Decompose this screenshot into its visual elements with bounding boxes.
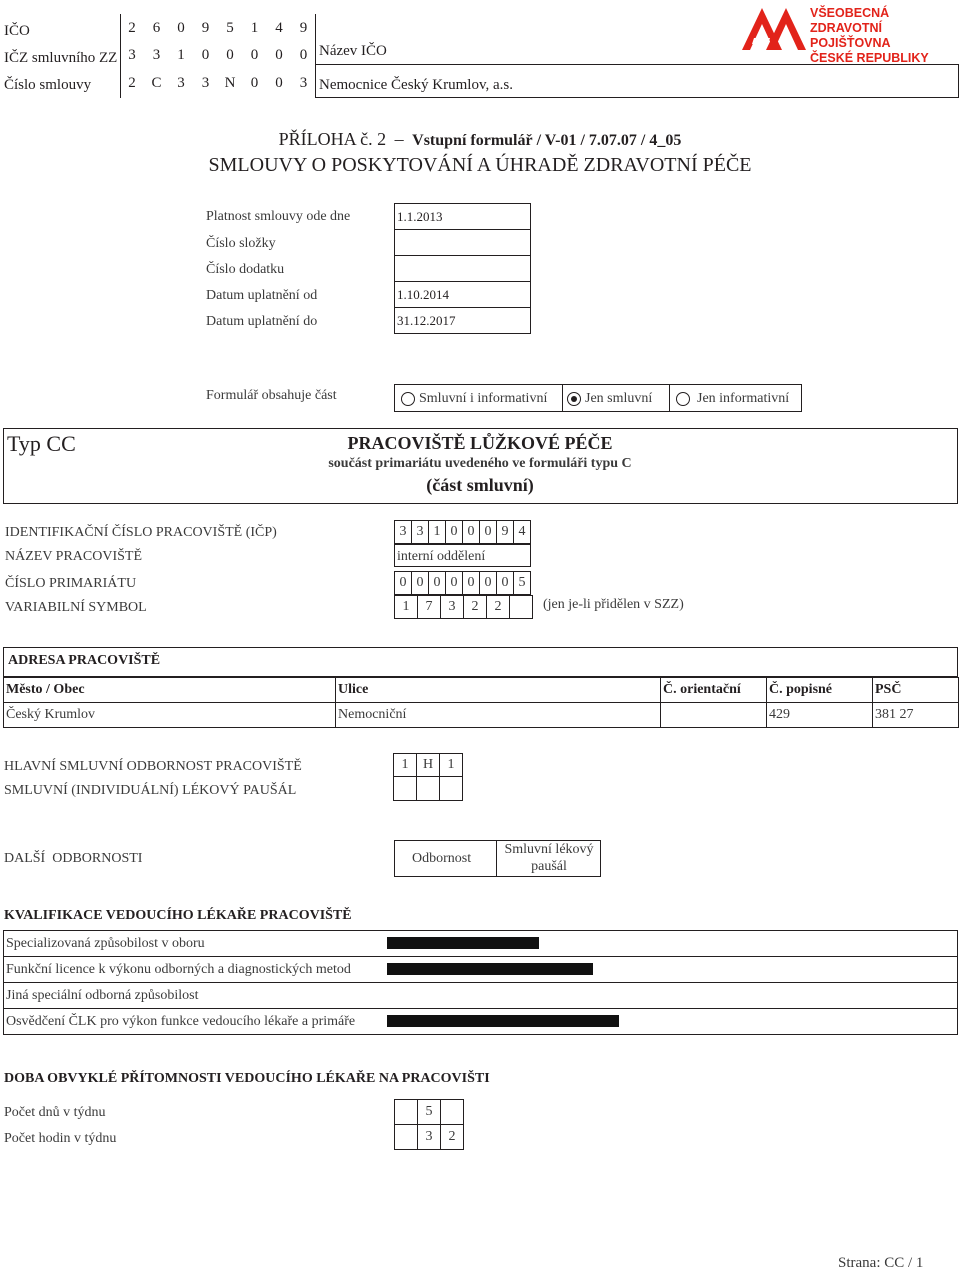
type-sub: součást primariátu uvedeného ve formuláři typu C (328, 456, 632, 471)
icp-digit-cell[interactable]: 3 (411, 520, 429, 544)
qualification-row (3, 982, 958, 1009)
vzp-logo (740, 4, 960, 65)
vs-digit-cell[interactable]: 2 (463, 595, 487, 619)
header-digit: 2 (128, 75, 136, 91)
title-line2: SMLOUVY O POSKYTOVÁNÍ A ÚHRADĚ ZDRAVOTNÍ PÉČE (208, 154, 752, 176)
form-part-label: Formulář obsahuje část (206, 388, 337, 403)
primariat-digit-cell[interactable]: 0 (428, 571, 446, 595)
main-specialty-cell[interactable]: H (416, 753, 440, 777)
vs-digits[interactable] (394, 595, 531, 618)
slozka-field[interactable] (394, 229, 531, 256)
contract-digits (120, 73, 316, 95)
primariat-digit-cell[interactable]: 0 (496, 571, 514, 595)
other-col-odbornost: Odbornost (412, 851, 472, 866)
primariat-digit-cell[interactable]: 0 (479, 571, 497, 595)
address-value-orientation-number[interactable] (660, 702, 767, 728)
header-digit: 9 (201, 20, 210, 36)
do-field[interactable]: 31.12.2017 (394, 307, 531, 334)
name-ico-label: Název IČO (319, 43, 387, 59)
header-digit: 6 (152, 20, 161, 36)
ico-digits (120, 18, 316, 40)
radio-smluvni-informativni[interactable] (401, 392, 415, 406)
icp-digits[interactable] (394, 520, 531, 543)
redacted-block (387, 937, 539, 949)
nazev-field[interactable]: interní oddělení (394, 544, 531, 567)
logo-line3: ČESKÉ REPUBLIKY (810, 51, 929, 65)
address-value-house-number[interactable]: 429 (766, 702, 873, 728)
radio-jen-informativni[interactable] (676, 392, 690, 406)
platnost-field[interactable]: 1.1.2013 (394, 203, 531, 230)
vs-digit-cell[interactable]: 7 (417, 595, 441, 619)
pausal-cell[interactable] (393, 776, 417, 801)
qualification-row (3, 930, 958, 957)
pausal-label: SMLUVNÍ (INDIVIDUÁLNÍ) LÉKOVÝ PAUŠÁL (4, 783, 297, 798)
primariat-digit-cell[interactable]: 5 (513, 571, 531, 595)
icp-digit-cell[interactable]: 1 (428, 520, 446, 544)
address-header-city: Město / Obec (3, 677, 336, 703)
qualification-label: Osvědčení ČLK pro výkon funkce vedoucího lékaře a primáře (6, 1014, 356, 1029)
nazev-label: NÁZEV PRACOVIŠTĚ (5, 549, 143, 564)
main-specialty-label: HLAVNÍ SMLUVNÍ ODBORNOST PRACOVIŠTĚ (4, 759, 302, 774)
vs-note: (jen je-li přidělen v SZZ) (543, 597, 684, 612)
od-label: Datum uplatnění od (206, 288, 318, 303)
days-field[interactable] (394, 1099, 464, 1124)
header-digit: 0 (299, 47, 308, 63)
header-block (0, 0, 960, 100)
option-label-1: Jen smluvní (585, 391, 653, 406)
address-value-zip[interactable]: 381 27 (872, 702, 959, 728)
type-label: Typ CC (7, 431, 76, 456)
header-digit: 1 (177, 47, 185, 63)
header-digit: 5 (226, 20, 234, 36)
ico-label: IČO (4, 23, 30, 39)
address-header-street: Ulice (335, 677, 661, 703)
title-suffix: Vstupní formulář / V-01 / 7.07.07 / 4_05 (412, 132, 682, 149)
header-digit: 3 (152, 47, 161, 63)
type-heading: PRACOVIŠTĚ LŮŽKOVÉ PÉČE (347, 433, 613, 453)
address-value-street[interactable]: Nemocniční (335, 702, 661, 728)
address-table (3, 677, 958, 728)
days-digit-cell[interactable]: 5 (417, 1099, 441, 1125)
title-prefix: PŘÍLOHA č. 2 (278, 129, 387, 149)
icp-digit-cell[interactable]: 0 (445, 520, 463, 544)
other-specialty-label: DALŠÍ ODBORNOSTI (4, 851, 143, 866)
header-digit: N (224, 75, 236, 91)
hours-digit-cell[interactable]: 2 (440, 1124, 464, 1150)
header-digit: C (151, 75, 162, 91)
vs-label: VARIABILNÍ SYMBOL (5, 600, 147, 615)
primariat-digit-cell[interactable]: 0 (445, 571, 463, 595)
od-field[interactable]: 1.10.2014 (394, 281, 531, 308)
qualification-value-field[interactable] (383, 957, 957, 982)
pausal-cell[interactable] (439, 776, 463, 801)
qualification-value-field[interactable] (383, 931, 957, 956)
header-digit: 9 (299, 20, 308, 36)
redacted-block (387, 1015, 619, 1027)
vzp-logo-mark-icon (740, 4, 808, 52)
header-digit: 0 (250, 47, 259, 63)
document-title: PŘÍLOHA č. 2 – Vstupní formulář / V-01 / 7.07.07 / 4_05 SMLOUVY O POSKYTOVÁNÍ A ÚHRADĚ ZDRAVOTNÍ PÉČE (0, 128, 960, 178)
qualification-label: Jiná speciální odborná způsobilost (6, 988, 199, 1003)
vs-digit-cell[interactable]: 2 (486, 595, 510, 619)
logo-line2: ZDRAVOTNÍ POJIŠŤOVNA (810, 21, 891, 50)
primariat-digit-cell[interactable]: 0 (394, 571, 412, 595)
icp-label: IDENTIFIKAČNÍ ČÍSLO PRACOVIŠTĚ (IČP) (5, 525, 277, 540)
hours-label: Počet hodin v týdnu (4, 1131, 117, 1146)
dodatek-label: Číslo dodatku (206, 262, 285, 277)
header-digit: 3 (201, 75, 210, 91)
vs-digit-cell[interactable]: 1 (394, 595, 418, 619)
icp-digit-cell[interactable]: 9 (496, 520, 514, 544)
platnost-label: Platnost smlouvy ode dne (206, 209, 351, 224)
header-digit: 3 (128, 47, 136, 63)
address-header-zip: PSČ (872, 677, 959, 703)
address-title: ADRESA PRACOVIŠTĚ (8, 653, 161, 668)
qualification-value-field[interactable] (383, 1009, 957, 1034)
qualification-label: Specializovaná způsobilost v oboru (6, 936, 205, 951)
qualification-value-field[interactable] (383, 983, 957, 1008)
header-digit: 0 (275, 75, 283, 91)
header-digit: 4 (275, 20, 283, 36)
header-digit: 0 (226, 47, 234, 63)
iczzz-digits (120, 45, 316, 67)
primariat-digits[interactable] (394, 571, 531, 594)
vs-digit-cell[interactable] (509, 595, 533, 619)
logo-line1: VŠEOBECNÁ (810, 6, 890, 20)
header-digit: 0 (201, 47, 210, 63)
option-label-2: Jen informativní (697, 391, 790, 406)
main-specialty-cell[interactable]: 1 (393, 753, 417, 777)
qualification-label: Funkční licence k výkonu odborných a diagnostických metod (6, 962, 351, 977)
name-ico-value: Nemocnice Český Krumlov, a.s. (319, 77, 513, 93)
redacted-block (387, 963, 593, 975)
address-value-city[interactable]: Český Krumlov (3, 702, 336, 728)
address-header-house-number: Č. popisné (766, 677, 873, 703)
days-digit-cell[interactable] (394, 1099, 418, 1125)
header-digit: 1 (250, 20, 259, 36)
qualification-table (3, 930, 958, 1035)
address-header-orientation-number: Č. orientační (660, 677, 767, 703)
icp-digit-cell[interactable]: 3 (394, 520, 412, 544)
hours-digit-cell[interactable] (394, 1124, 418, 1150)
option-label-0: Smluvní i informativní (419, 391, 548, 406)
presence-title: DOBA OBVYKLÉ PŘÍTOMNOSTI VEDOUCÍHO LÉKAŘE NA PRACOVIŠTI (4, 1071, 490, 1086)
header-digit: 0 (177, 20, 185, 36)
type-part: (část smluvní) (426, 475, 534, 495)
icp-digit-cell[interactable]: 4 (513, 520, 531, 544)
main-specialty-cells[interactable] (393, 753, 465, 777)
qualification-row (3, 1008, 958, 1035)
qualification-title: KVALIFIKACE VEDOUCÍHO LÉKAŘE PRACOVIŠTĚ (4, 908, 352, 923)
other-col-pausal: Smluvní lékový paušál (504, 842, 594, 874)
days-digit-cell[interactable] (440, 1099, 464, 1125)
qualification-row (3, 956, 958, 983)
primariat-digit-cell[interactable]: 0 (411, 571, 429, 595)
header-digit: 0 (275, 47, 283, 63)
icp-digit-cell[interactable]: 0 (479, 520, 497, 544)
days-label: Počet dnů v týdnu (4, 1105, 106, 1120)
header-digit: 0 (250, 75, 259, 91)
dodatek-field[interactable] (394, 255, 531, 282)
hours-digit-cell[interactable]: 3 (417, 1124, 441, 1150)
header-digit: 3 (299, 75, 308, 91)
header-digit: 3 (177, 75, 185, 91)
pausal-cells[interactable] (393, 776, 465, 800)
iczzz-label: IČZ smluvního ZZ (4, 50, 118, 66)
radio-jen-smluvni[interactable] (567, 392, 581, 406)
primariat-label: ČÍSLO PRIMARIÁTU (5, 576, 137, 591)
page-number: Strana: CC / 1 (838, 1255, 924, 1271)
vs-digit-cell[interactable]: 3 (440, 595, 464, 619)
do-label: Datum uplatnění do (206, 314, 318, 329)
hours-field[interactable] (394, 1124, 464, 1149)
pausal-cell[interactable] (416, 776, 440, 801)
slozka-label: Číslo složky (206, 236, 276, 251)
contract-label: Číslo smlouvy (4, 77, 92, 93)
primariat-digit-cell[interactable]: 0 (462, 571, 480, 595)
radio-selected-dot (571, 396, 577, 402)
header-digit: 2 (128, 20, 136, 36)
icp-digit-cell[interactable]: 0 (462, 520, 480, 544)
main-specialty-cell[interactable]: 1 (439, 753, 463, 777)
